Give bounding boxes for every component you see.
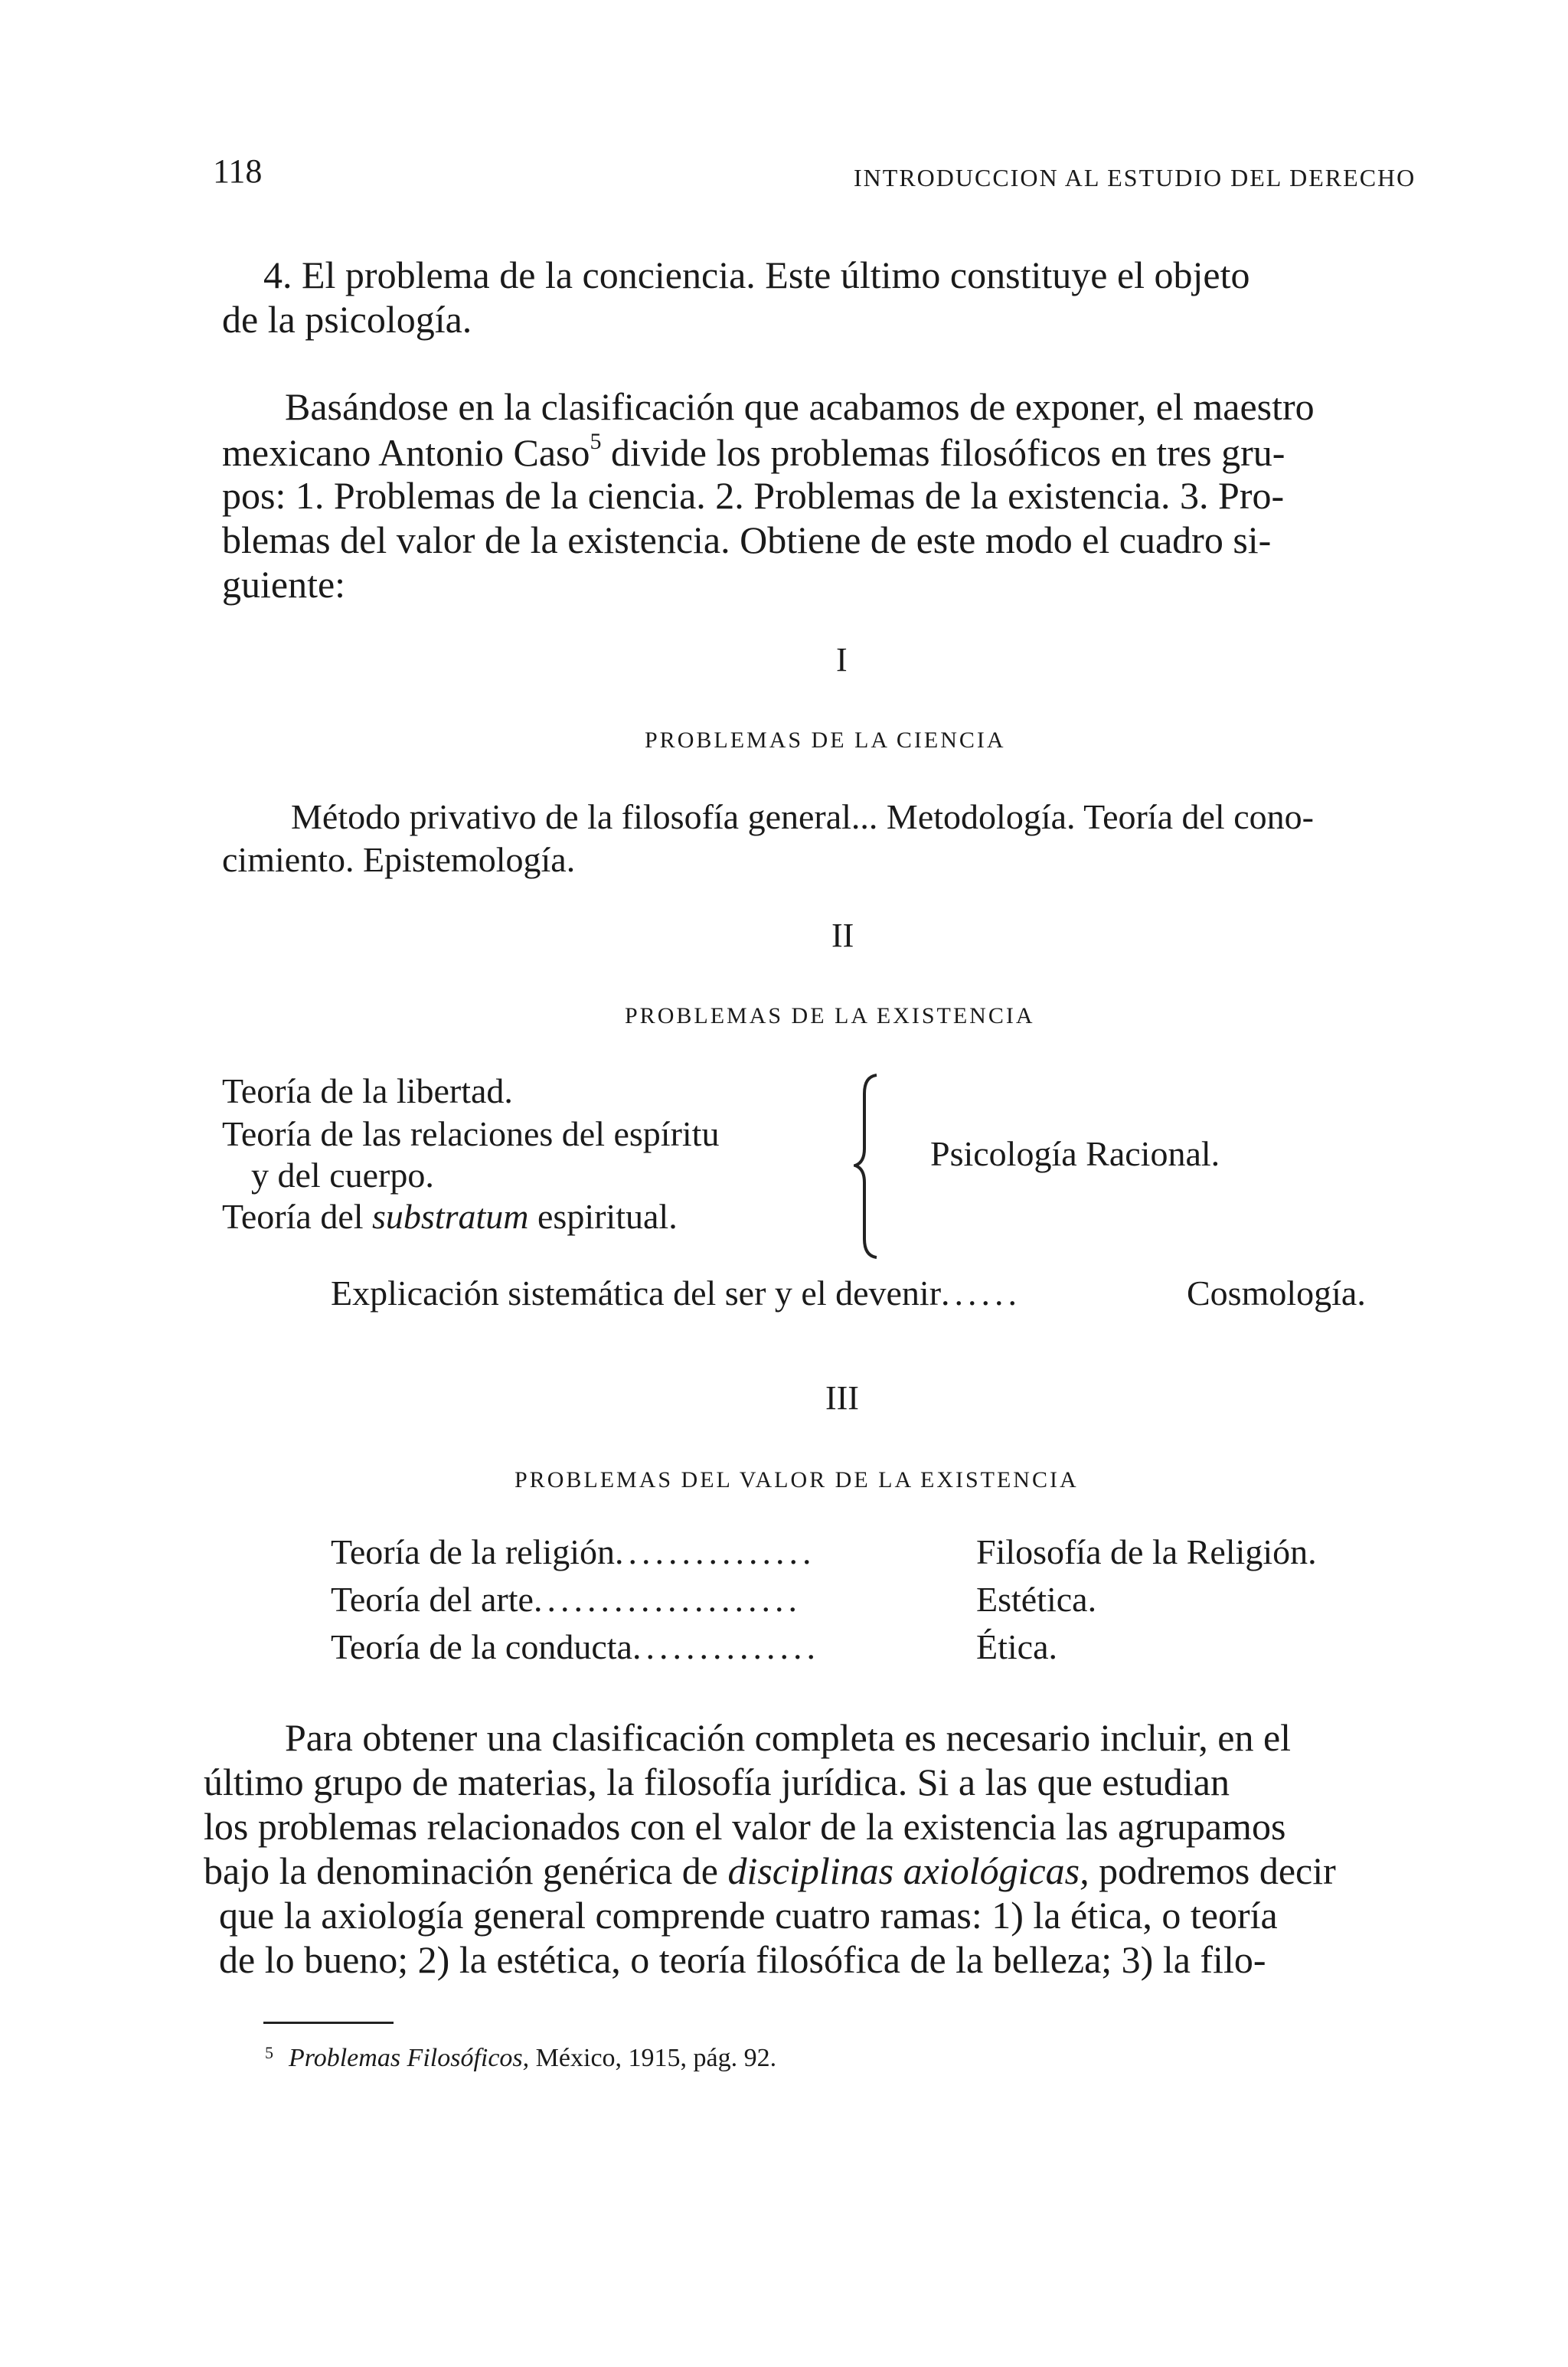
row-2-dots: ....................	[533, 1580, 802, 1619]
para2-line-3: los problemas relacionados con el valor de la existencia las agrupamos	[204, 1805, 1286, 1848]
para1-line-2-b: divide los problemas filosóficos en tres gru-	[611, 431, 1285, 474]
cosmology-label: Explicación sistemática del ser y el devenir	[331, 1273, 942, 1313]
footnote-marker: 5	[265, 2043, 273, 2062]
section-2-item-4-b: espiritual.	[537, 1197, 678, 1236]
footnote-rest: México, 1915, pág. 92.	[535, 2044, 777, 2072]
row-3-dots: ..............	[632, 1627, 820, 1666]
para1-line-2	[222, 429, 1285, 475]
para2-line-2: último grupo de materias, la filosofía jurídica. Si a las que estudian	[204, 1761, 1230, 1803]
item-4-line-1: 4. El problema de la conciencia. Este último constituye el objeto	[263, 253, 1250, 296]
curly-brace-icon	[854, 1072, 884, 1260]
section-2-item-3: y del cuerpo.	[251, 1156, 434, 1195]
row-1-label: Teoría de la religión	[331, 1532, 616, 1571]
brace-target: Psicología Racional.	[930, 1134, 1220, 1173]
running-title: INTRODUCCION AL ESTUDIO DEL DERECHO	[854, 164, 1416, 191]
section-2-numeral: II	[831, 917, 854, 954]
para2-line-4-a: bajo la denominación genérica de	[204, 1849, 718, 1892]
para1-line-1: Basándose en la clasificación que acabamos de exponer, el maestro	[285, 385, 1315, 428]
section-2-item-4-a: Teoría del	[222, 1197, 364, 1236]
para2-line-4	[204, 1849, 1336, 1893]
item-4-line-2: de la psicología.	[222, 298, 472, 341]
section-3-row-2-right: Estética.	[976, 1580, 1097, 1619]
cosmology-left	[331, 1273, 1021, 1313]
section-3-row-3-left	[331, 1626, 820, 1667]
para1-line-3: pos: 1. Problemas de la ciencia. 2. Problemas de la existencia. 3. Pro-	[222, 474, 1285, 517]
section-2-item-4	[222, 1196, 678, 1237]
section-1-line-1: Método privativo de la filosofía general... Metodología. Teoría del cono-	[291, 797, 1314, 836]
cosmology-right: Cosmología.	[1187, 1273, 1366, 1313]
para2-line-5: que la axiología general comprende cuatro ramas: 1) la ética, o teoría	[219, 1894, 1278, 1937]
footnote-rule	[263, 2022, 394, 2024]
para1-line-2-a: mexicano Antonio Caso	[222, 431, 590, 474]
section-3-heading: PROBLEMAS DEL VALOR DE LA EXISTENCIA	[514, 1467, 1079, 1492]
row-1-dots: ...............	[615, 1532, 816, 1571]
section-2-heading: PROBLEMAS DE LA EXISTENCIA	[625, 1003, 1035, 1028]
footnote	[265, 2043, 776, 2073]
section-3-row-3-right: Ética.	[976, 1627, 1057, 1666]
section-2-item-2: Teoría de las relaciones del espíritu	[222, 1114, 720, 1153]
section-3-row-1-right: Filosofía de la Religión.	[976, 1532, 1317, 1571]
section-3-row-2-left	[331, 1579, 802, 1620]
para1-line-5: guiente:	[222, 563, 346, 606]
section-1-heading: PROBLEMAS DE LA CIENCIA	[645, 727, 1006, 753]
footnote-title: Problemas Filosóficos,	[289, 2044, 530, 2072]
section-2-item-4-italic: substratum	[372, 1197, 529, 1236]
section-1-numeral: I	[836, 641, 848, 678]
para1-line-4: blemas del valor de la existencia. Obtiene de este modo el cuadro si-	[222, 518, 1272, 561]
para2-line-1: Para obtener una clasificación completa es necesario incluir, en el	[285, 1716, 1292, 1759]
page-number: 118	[213, 152, 263, 190]
cosmology-dots: ......	[941, 1273, 1022, 1313]
section-3-numeral: III	[825, 1379, 859, 1417]
row-2-label: Teoría del arte	[331, 1580, 534, 1619]
section-1-line-2: cimiento. Epistemología.	[222, 840, 576, 879]
section-2-item-1: Teoría de la libertad.	[222, 1071, 513, 1110]
para2-line-6: de lo bueno; 2) la estética, o teoría filosófica de la belleza; 3) la filo-	[219, 1938, 1266, 1981]
footnote-ref: 5	[590, 429, 602, 454]
row-3-label: Teoría de la conducta	[331, 1627, 632, 1666]
section-3-row-1-left	[331, 1532, 816, 1572]
para2-line-4-b: podremos decir	[1099, 1849, 1336, 1892]
para2-line-4-italic: disciplinas axiológicas,	[727, 1849, 1089, 1892]
